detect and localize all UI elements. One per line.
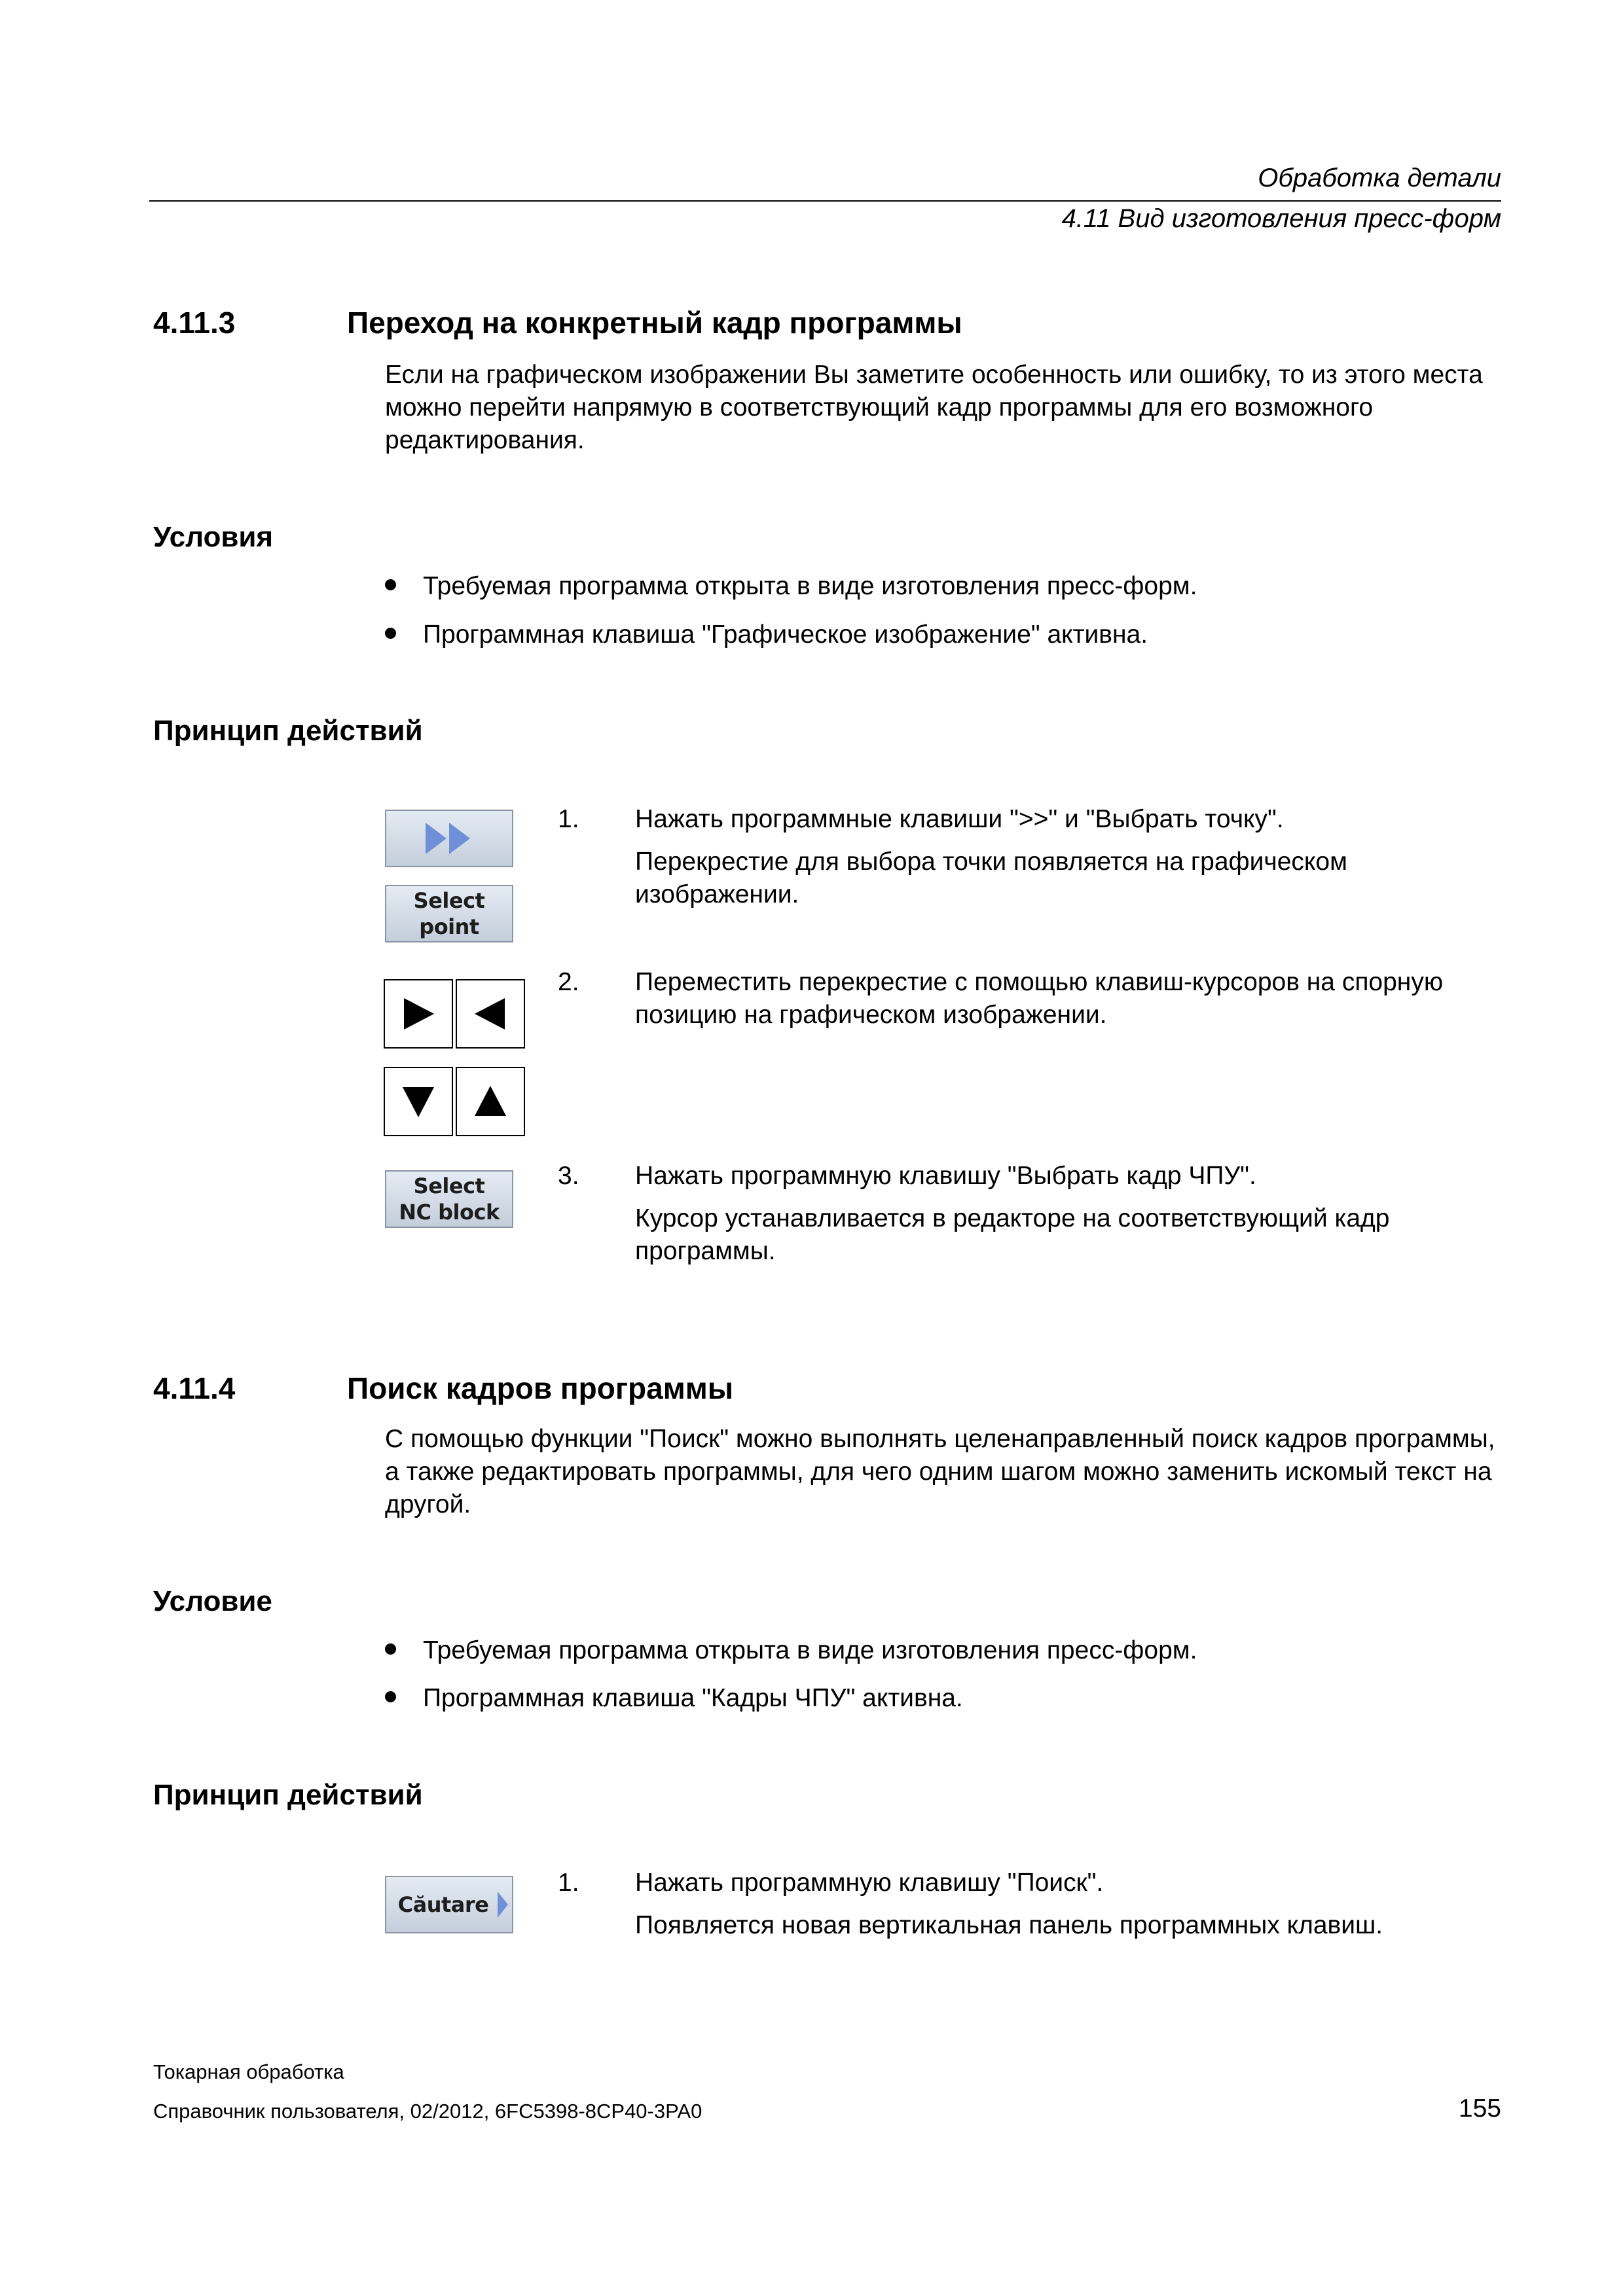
condition-text: Требуемая программа открыта в виде изготовления пресс-форм. xyxy=(423,572,1197,600)
step-number: 2. xyxy=(558,968,579,996)
arrow-right-icon xyxy=(400,996,437,1032)
conditions-heading: Условия xyxy=(153,521,274,553)
footer-title: Токарная обработка xyxy=(153,2060,344,2083)
step-instruction: Переместить перекрестие с помощью клавиш-курсоров на спорную позицию на графическом изображении. xyxy=(635,968,1444,1029)
section-title: Поиск кадров программы xyxy=(347,1371,734,1405)
arrow-down-icon xyxy=(400,1083,437,1120)
step-number: 1. xyxy=(558,805,579,833)
condition-item xyxy=(385,1634,1197,1667)
section-number: 4.11.3 xyxy=(153,306,236,340)
bullet-icon xyxy=(385,628,396,639)
running-header-chapter: Обработка детали xyxy=(1258,164,1501,192)
condition-item xyxy=(385,570,1197,603)
step-result: Курсор устанавливается в редакторе на соответствующий кадр программы. xyxy=(635,1204,1390,1265)
bullet-icon xyxy=(385,579,396,590)
section-number: 4.11.4 xyxy=(153,1371,236,1405)
step-text xyxy=(635,1160,1512,1268)
search-softkey-label: Căutare xyxy=(397,1892,489,1917)
conditions-heading: Условие xyxy=(153,1585,272,1617)
condition-item xyxy=(385,1682,963,1715)
running-header-section: 4.11 Вид изготовления пресс-форм xyxy=(1061,204,1501,233)
section-intro: Если на графическом изображении Вы заметите особенность или ошибку, то из этого места можно перейти напрямую в соответствующий кадр программы для его возможного редактирования. xyxy=(385,361,1483,454)
section-title: Переход на конкретный кадр программы xyxy=(347,306,962,340)
arrow-up-icon xyxy=(472,1083,509,1120)
step-instruction: Нажать программную клавишу "Выбрать кадр ЧПУ". xyxy=(635,1162,1256,1190)
cursor-right-key[interactable] xyxy=(384,979,453,1049)
procedure-heading: Принцип действий xyxy=(153,1779,423,1811)
condition-item xyxy=(385,619,1148,651)
step-text xyxy=(635,803,1512,911)
chevron-right-icon xyxy=(496,1890,509,1919)
footer-reference: Справочник пользователя, 02/2012, 6FC5398-8CP40-3PA0 xyxy=(153,2100,702,2123)
cursor-left-key[interactable] xyxy=(456,979,525,1049)
cursor-down-key[interactable] xyxy=(384,1067,453,1136)
procedure-heading: Принцип действий xyxy=(153,715,423,747)
search-softkey-button[interactable] xyxy=(385,1876,513,1933)
more-softkey-button[interactable] xyxy=(385,810,513,867)
step-instruction: Нажать программную клавишу "Поиск". xyxy=(635,1869,1104,1897)
step-text xyxy=(635,1867,1512,1942)
condition-text: Требуемая программа открыта в виде изготовления пресс-форм. xyxy=(423,1636,1197,1664)
section-intro: С помощью функции "Поиск" можно выполнять целенаправленный поиск кадров программы, а также редактировать программы, для чего одним шагом можно заменить искомый текст на другой. xyxy=(385,1425,1495,1518)
step-result: Появляется новая вертикальная панель программных клавиш. xyxy=(635,1911,1383,1939)
step-result: Перекрестие для выбора точки появляется на графическом изображении. xyxy=(635,848,1347,908)
step-number: 3. xyxy=(558,1162,579,1190)
cursor-up-key[interactable] xyxy=(456,1067,525,1136)
arrow-left-icon xyxy=(472,996,509,1032)
select-point-softkey-button[interactable]: Select point xyxy=(385,885,513,942)
page-number: 155 xyxy=(1458,2094,1501,2123)
bullet-icon xyxy=(385,1643,396,1655)
step-number: 1. xyxy=(558,1869,579,1897)
step-text xyxy=(635,966,1512,1031)
bullet-icon xyxy=(385,1691,396,1702)
header-rule xyxy=(149,200,1501,202)
select-nc-block-softkey-button[interactable]: Select NC block xyxy=(385,1170,513,1228)
double-chevron-right-icon xyxy=(423,820,475,857)
condition-text: Программная клавиша "Графическое изображение" активна. xyxy=(423,620,1148,649)
condition-text: Программная клавиша "Кадры ЧПУ" активна. xyxy=(423,1684,963,1712)
step-instruction: Нажать программные клавиши ">>" и "Выбрать точку". xyxy=(635,805,1284,833)
